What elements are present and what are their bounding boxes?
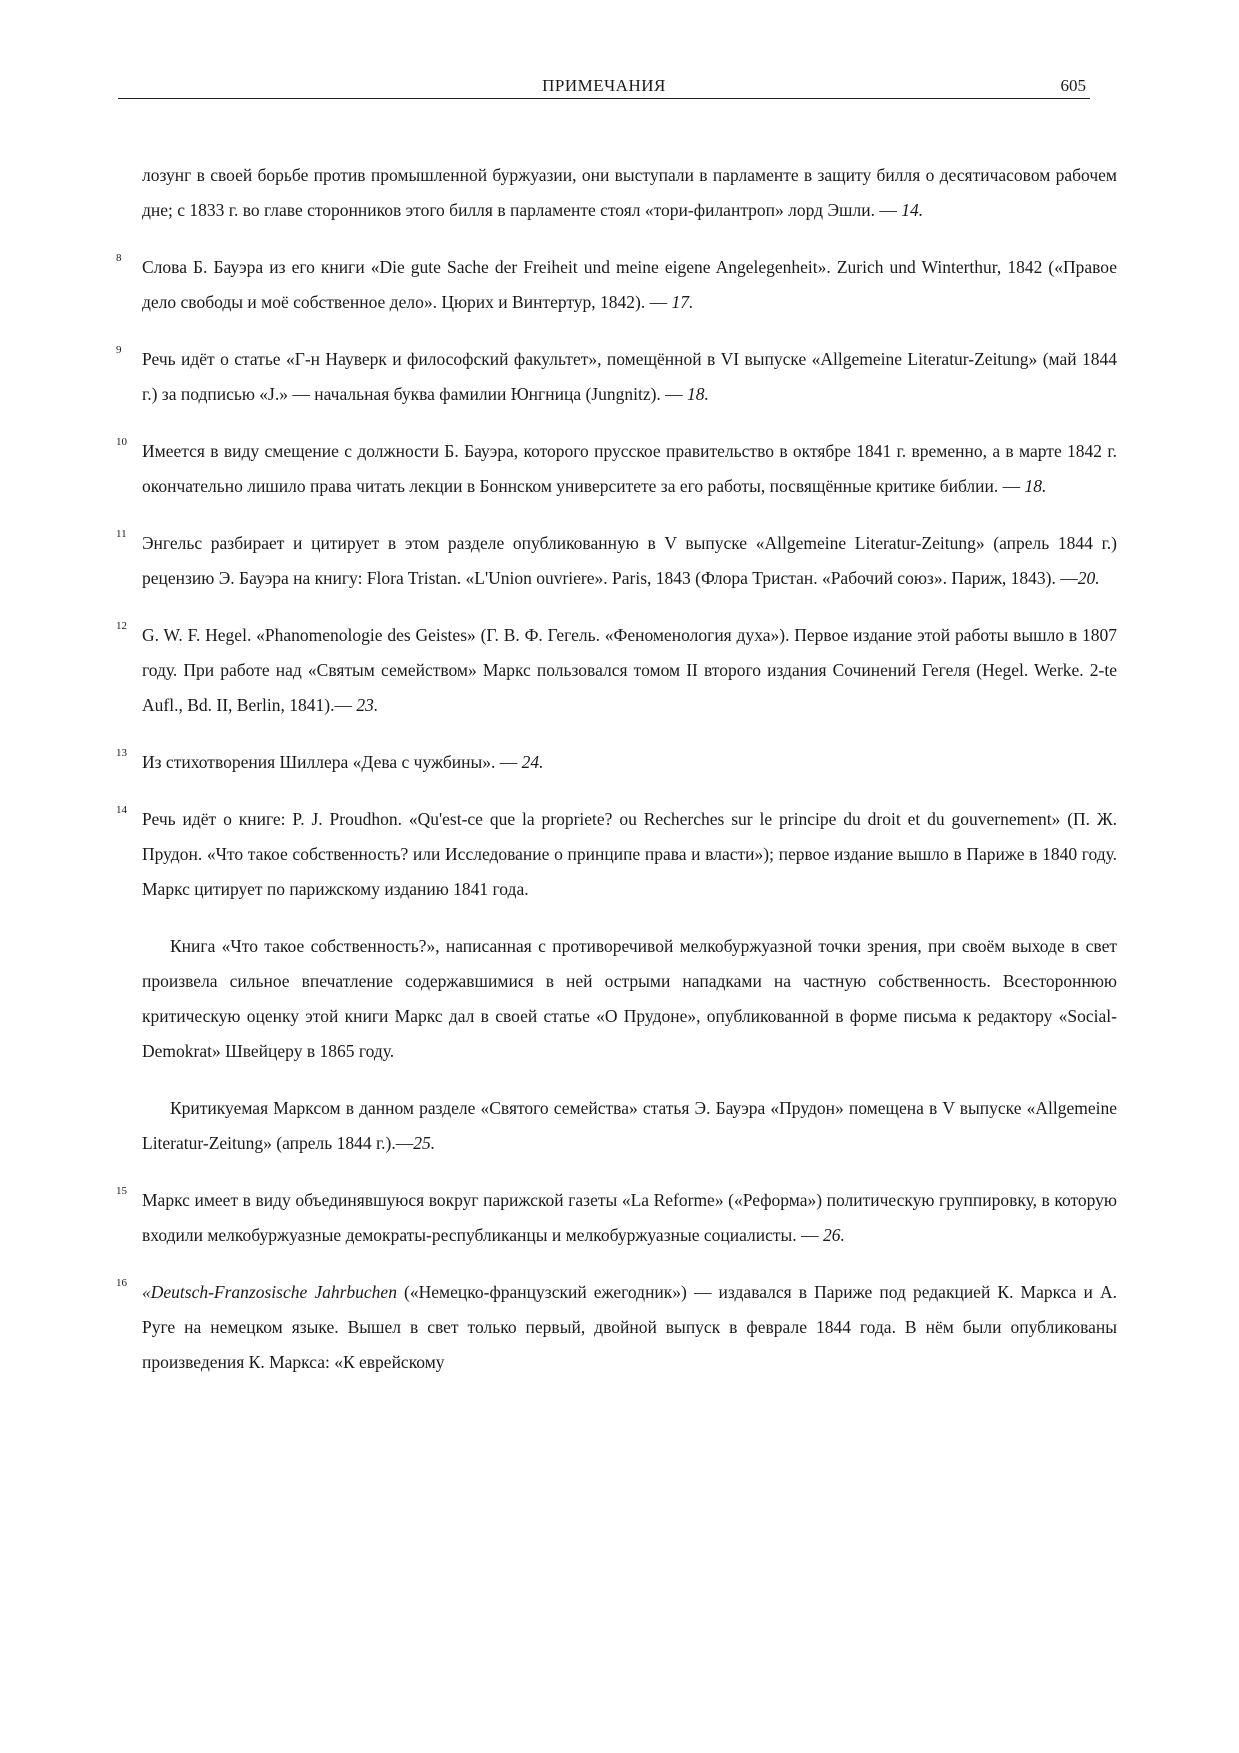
note-12 xyxy=(116,618,1117,723)
note-14-paragraph xyxy=(142,1091,1117,1161)
journal-title: «Deutsch-Franzosische Jahrbuchen xyxy=(142,1282,397,1302)
note-10 xyxy=(116,434,1117,504)
running-header xyxy=(118,76,1090,99)
page-reference: 14. xyxy=(901,200,924,220)
note-text: лозунг в своей борьбе против промышленной буржуазии, они выступали в парламенте в защиту билля о десятичасовом рабочем дне; с 1833 г. во главе сторонников этого билля в парламенте стоял «тори-филантроп» лорд Эшли. — xyxy=(142,165,1117,220)
header-title: ПРИМЕЧАНИЯ xyxy=(542,76,666,95)
note-11 xyxy=(116,526,1117,596)
note-text: G. W. F. Hegel. «Phanomenologie des Geistes» (Г. В. Ф. Гегель. «Феноменология духа»). Первое издание этой работы вышло в 1807 году. При работе над «Святым семейством» Маркс пользовался томом II второго издания Сочинений Гегеля (Hegel. Werke. 2-te Aufl., Bd. II, Berlin, 1841).— xyxy=(142,625,1117,715)
note-text: Энгельс разбирает и цитирует в этом разделе опубликованную в V выпуске «Allgemeine Literatur-Zeitung» (апрель 1844 г.) рецензию Э. Бауэра на книгу: Flora Tristan. «L'Union ouvriere». Paris, 1843 (Флора Тристан. «Рабочий союз». Париж, 1843). — xyxy=(142,533,1117,588)
note-text: («Немецко-французский ежегодник») — издавался в Париже под редакцией К. Маркса и А. Руге на немецком языке. Вышел в свет только первый, двойной выпуск в феврале 1844 года. В нём были опубликованы произведения К. Маркса: «К еврейскому xyxy=(142,1282,1117,1372)
note-text: Маркс имеет в виду объединявшуюся вокруг парижской газеты «La Reforme» («Реформа») политическую группировку, в которую входили мелкобуржуазные демократы-республиканцы и мелкобуржуазные социалисты. — xyxy=(142,1190,1117,1245)
note-continuation xyxy=(142,158,1117,228)
page-reference: 18. xyxy=(687,384,709,404)
note-15 xyxy=(116,1183,1117,1253)
page-reference: 18. xyxy=(1024,476,1047,496)
page-reference: 23. xyxy=(356,695,379,715)
note-number: 8 xyxy=(116,252,122,264)
note-8 xyxy=(116,250,1117,320)
note-number: 13 xyxy=(116,747,127,759)
note-number: 14 xyxy=(116,804,127,816)
paragraph-text: Критикуемая Марксом в данном разделе «Святого семейства» статья Э. Бауэра «Прудон» помещена в V выпуске «Allgemeine Literatur-Zeitung» (апрель 1844 г.).— xyxy=(142,1098,1117,1153)
note-text: Речь идёт о статье «Г-н Науверк и философский факультет», помещённой в VI выпуске «Allgemeine Literatur-Zeitung» (май 1844 г.) за подписью «J.» — начальная буква фамилии Юнгница (Jungnitz). — xyxy=(142,349,1117,404)
page-reference: 20. xyxy=(1077,568,1100,588)
notes-body xyxy=(116,158,1117,1402)
note-number: 10 xyxy=(116,436,127,448)
note-13 xyxy=(116,745,1117,780)
note-number: 15 xyxy=(116,1185,127,1197)
note-text: Речь идёт о книге: P. J. Proudhon. «Qu'est-ce que la propriete? ou Recherches sur le principe du droit et du gouvernement» (П. Ж. Прудон. «Что такое собственность? или Исследование о принципе права и власти»); первое издание вышло в Париже в 1840 году. Маркс цитирует по парижскому изданию 1841 года. xyxy=(142,809,1117,899)
note-16 xyxy=(116,1275,1117,1380)
note-text: Из стихотворения Шиллера «Дева с чужбины». — xyxy=(142,752,522,772)
page-reference: 17. xyxy=(671,292,694,312)
note-14 xyxy=(116,802,1117,907)
page-reference: 25. xyxy=(413,1133,436,1153)
note-9 xyxy=(116,342,1117,412)
page-number: 605 xyxy=(1060,76,1086,95)
note-text: Имеется в виду смещение с должности Б. Бауэра, которого прусское правительство в октябре 1841 г. временно, а в марте 1842 г. окончательно лишило права читать лекции в Боннском университете за его работы, посвящённые критике библии. — xyxy=(142,441,1117,496)
paragraph-text: Книга «Что такое собственность?», написанная с противоречивой мелкобуржуазной точки зрения, при своём выходе в свет произвела сильное впечатление содержавшимися в ней острыми нападками на частную собственность. Всестороннюю критическую оценку этой книги Маркс дал в своей статье «О Прудоне», опубликованной в форме письма к редактору «Social-Demokrat» Швейцеру в 1865 году. xyxy=(142,936,1117,1061)
page-reference: 24. xyxy=(521,752,544,772)
note-number: 9 xyxy=(116,344,122,356)
note-number: 16 xyxy=(116,1277,127,1289)
note-number: 12 xyxy=(116,620,127,632)
note-text: Слова Б. Бауэра из его книги «Die gute Sache der Freiheit und meine eigene Angelegenheit». Zurich und Winterthur, 1842 («Правое дело свободы и моё собственное дело». Цюрих и Винтертур, 1842). — xyxy=(142,257,1117,312)
note-14-paragraph xyxy=(142,929,1117,1069)
note-number: 11 xyxy=(116,528,127,540)
page-reference: 26. xyxy=(822,1225,845,1245)
